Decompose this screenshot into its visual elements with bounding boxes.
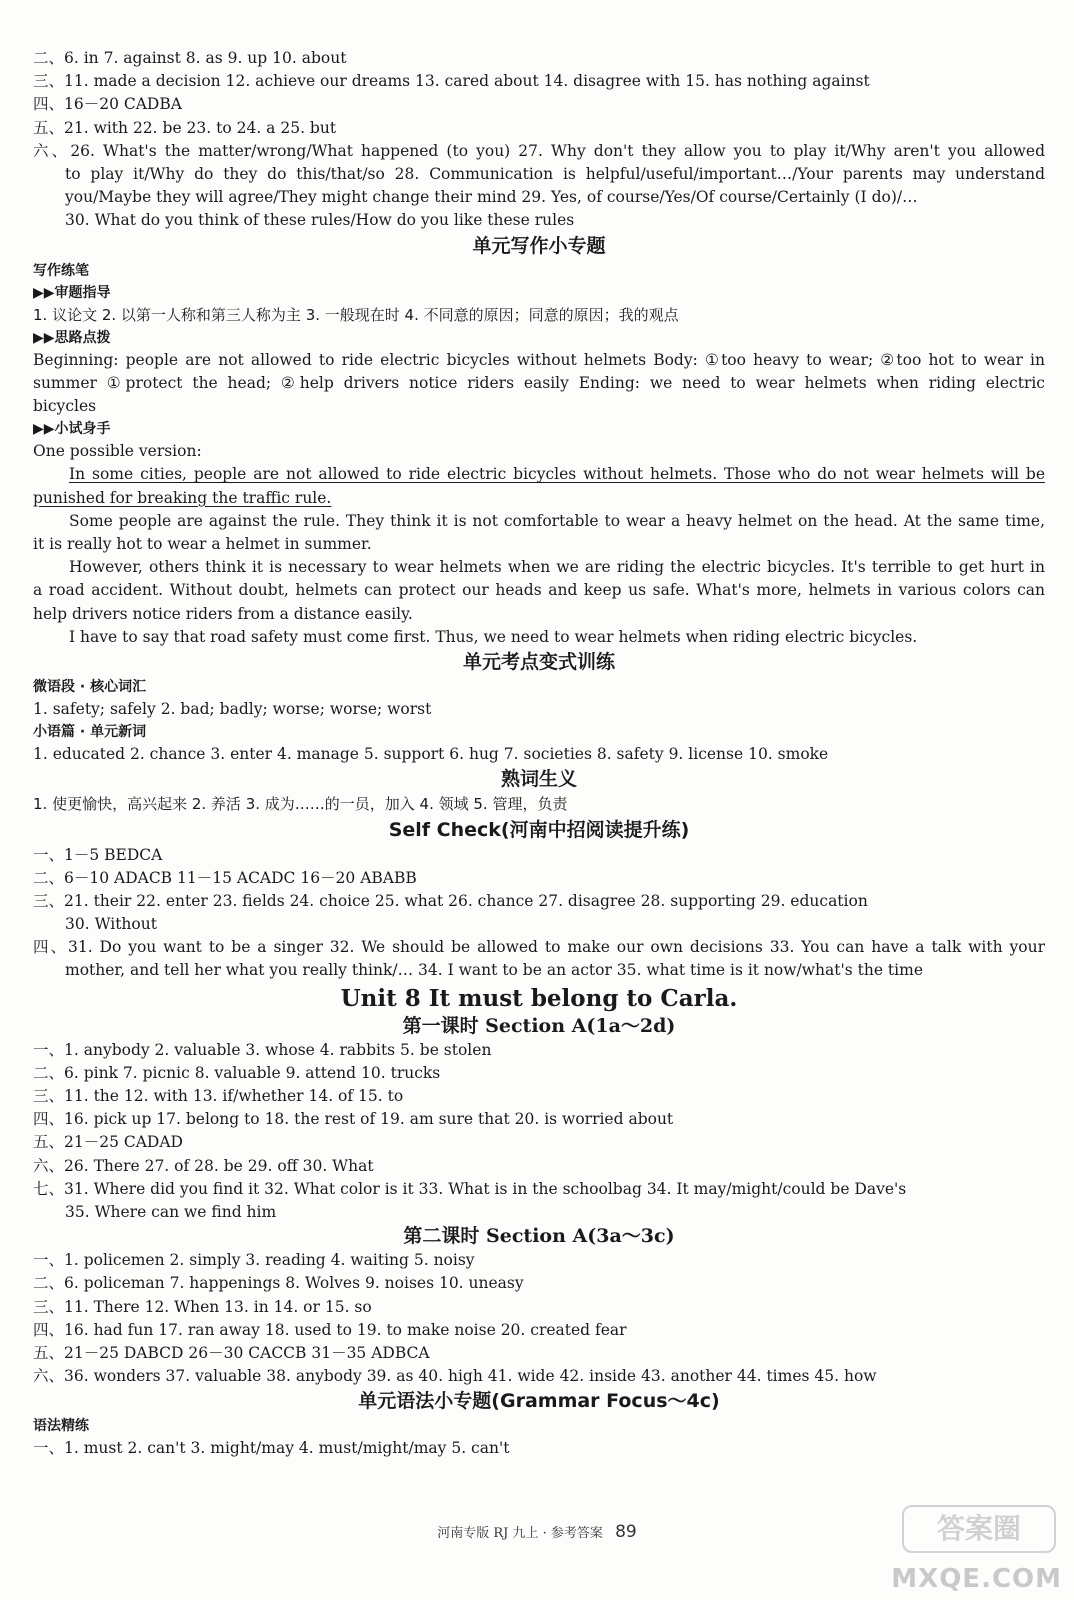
answer-line: 一、1－5 BEDCA (33, 845, 163, 864)
answer-line: 三、21. their 22. enter 23. fields 24. choice 25. what 26. chance 27. disagree 28. supporting 29. education (33, 891, 868, 910)
answer-line: 六、36. wonders 37. valuable 38. anybody 39. as 40. high 41. wide 42. inside 43. another 44. times 45. how (33, 1367, 877, 1386)
answer-line: 30. What do you think of these rules/How do you like these rules (65, 211, 575, 230)
answer-line: Beginning: people are not allowed to ride electric bicycles without helmets Body: ①too heavy to wear; ②too hot to wear in (33, 350, 1045, 369)
essay-line: a road accident. Without doubt, helmets can protect our heads and keep us safe. What's more, helmets in various colors can (33, 581, 1045, 600)
answer-line: 二、6. in 7. against 8. as 9. up 10. about (33, 49, 347, 67)
section-heading: 单元考点变式训练 (462, 650, 615, 673)
subheading: 微语段 · 核心词汇 (33, 678, 147, 695)
answer-line: 五、21. with 22. be 23. to 24. a 25. but (33, 118, 337, 137)
section-heading: 单元写作小专题 (472, 234, 606, 257)
essay-line: Some people are against the rule. They think it is not comfortable to wear a heavy helmet on the head. At the same time, (69, 511, 1045, 530)
answer-line: 六、26. What's the matter/wrong/What happened (to you) 27. Why don't they allow you to play it/Why aren't you allowed (33, 141, 1045, 160)
answer-line: you/Maybe they will agree/They might change their mind 29. Yes, of course/Yes/Of course/Certainly (I do)/… (65, 188, 918, 207)
watermark-logo: 答案圈 (902, 1505, 1056, 1553)
lesson-heading: 第一课时 Section A(1a～2d) (402, 1014, 676, 1037)
essay-line: punished for breaking the traffic rule. (33, 488, 332, 507)
essay-line: I have to say that road safety must come first. Thus, we need to wear helmets when riding electric bicycles. (69, 627, 918, 646)
essay-line: However, others think it is necessary to wear helmets when we are riding the electric bicycles. It's terrible to get hurt in (69, 558, 1045, 577)
section-heading: 单元语法小专题(Grammar Focus～4c) (358, 1390, 720, 1413)
answer-line: One possible version: (33, 442, 202, 461)
answer-line: 1. safety; safely 2. bad; badly; worse; worse; worst (33, 699, 432, 718)
answer-line: 1. 议论文 2. 以第一人称和第三人称为主 3. 一般现在时 4. 不同意的原因；同意的原因；我的观点 (33, 305, 679, 324)
answer-line: 四、16. pick up 17. belong to 18. the rest of 19. am sure that 20. is worried about (33, 1110, 674, 1129)
section-heading: 熟词生义 (500, 768, 577, 791)
subheading: ▶▶小试身手 (33, 421, 111, 438)
answer-line: summer ①protect the head; ②help drivers notice riders easily Ending: we need to wear helmets when riding electric (33, 373, 1045, 392)
answer-line: 一、1. policemen 2. simply 3. reading 4. waiting 5. noisy (33, 1251, 475, 1270)
subheading: ▶▶审题指导 (33, 284, 111, 301)
answer-line: 五、21－25 CADAD (33, 1133, 183, 1152)
answer-line: 四、31. Do you want to be a singer 32. We should be allowed to make our own decisions 33. You can have a talk with your (33, 938, 1045, 957)
subheading: 语法精练 (33, 1418, 89, 1435)
answer-line: 二、6. policeman 7. happenings 8. Wolves 9. noises 10. uneasy (33, 1274, 524, 1293)
essay-line: In some cities, people are not allowed to ride electric bicycles without helmets. Those who do not wear helmets will be (69, 465, 1045, 484)
answer-line: 一、1. must 2. can't 3. might/may 4. must/might/may 5. can't (33, 1439, 510, 1458)
answer-line: 1. educated 2. chance 3. enter 4. manage 5. support 6. hug 7. societies 8. safety 9. license 10. smoke (33, 745, 829, 764)
answer-line: 四、16－20 CADBA (33, 95, 182, 114)
answer-line: 三、11. the 12. with 13. if/whether 14. of 15. to (33, 1087, 404, 1105)
answer-line: 30. Without (65, 915, 157, 934)
watermark-site: MXQE.COM (891, 1564, 1062, 1594)
page-number: 89 (615, 1522, 637, 1542)
subheading: 写作练笔 (33, 262, 89, 279)
answer-line: 二、6－10 ADACB 11－15 ACADC 16－20 ABABB (33, 868, 417, 887)
subheading: ▶▶思路点拨 (33, 329, 111, 346)
answer-line: bicycles (33, 397, 97, 416)
answer-line: 七、31. Where did you find it 32. What color is it 33. What is in the schoolbag 34. It may/might/could be Dave's (33, 1179, 907, 1198)
answer-line: to play it/Why do they do this/that/so 28. Communication is helpful/useful/important…/Your parents may understand (65, 164, 1045, 183)
section-heading: Self Check(河南中招阅读提升练) (388, 818, 690, 841)
essay-line: help drivers notice riders from a distance easily. (33, 604, 413, 623)
unit-title: Unit 8 It must belong to Carla. (340, 984, 738, 1012)
answer-line: 二、6. pink 7. picnic 8. valuable 9. attend 10. trucks (33, 1063, 441, 1082)
lesson-heading: 第二课时 Section A(3a～3c) (403, 1225, 675, 1248)
answer-line: 35. Where can we find him (65, 1202, 277, 1221)
essay-line: it is really hot to wear a helmet in summer. (33, 535, 372, 553)
answer-line: mother, and tell her what you really think/… 34. I want to be an actor 35. what time is it now/what's the time (65, 961, 923, 980)
answer-line: 五、21－25 DABCD 26－30 CACCB 31－35 ADBCA (33, 1343, 430, 1362)
footer-text: 河南专版 RJ 九上 · 参考答案 (437, 1526, 603, 1541)
subheading: 小语篇 · 单元新词 (33, 724, 147, 741)
answer-line: 1. 使更愉快，高兴起来 2. 养活 3. 成为……的一员，加入 4. 领域 5. 管理，负责 (33, 795, 568, 814)
answer-line: 四、16. had fun 17. ran away 18. used to 19. to make noise 20. created fear (33, 1320, 627, 1339)
answer-line: 六、26. There 27. of 28. be 29. off 30. What (33, 1156, 374, 1175)
answer-line: 三、11. made a decision 12. achieve our dreams 13. cared about 14. disagree with 15. has nothing against (33, 72, 870, 91)
answer-line: 三、11. There 12. When 13. in 14. or 15. so (33, 1297, 372, 1316)
answer-page (33, 47, 1045, 1460)
answer-line: 一、1. anybody 2. valuable 3. whose 4. rabbits 5. be stolen (33, 1040, 492, 1059)
